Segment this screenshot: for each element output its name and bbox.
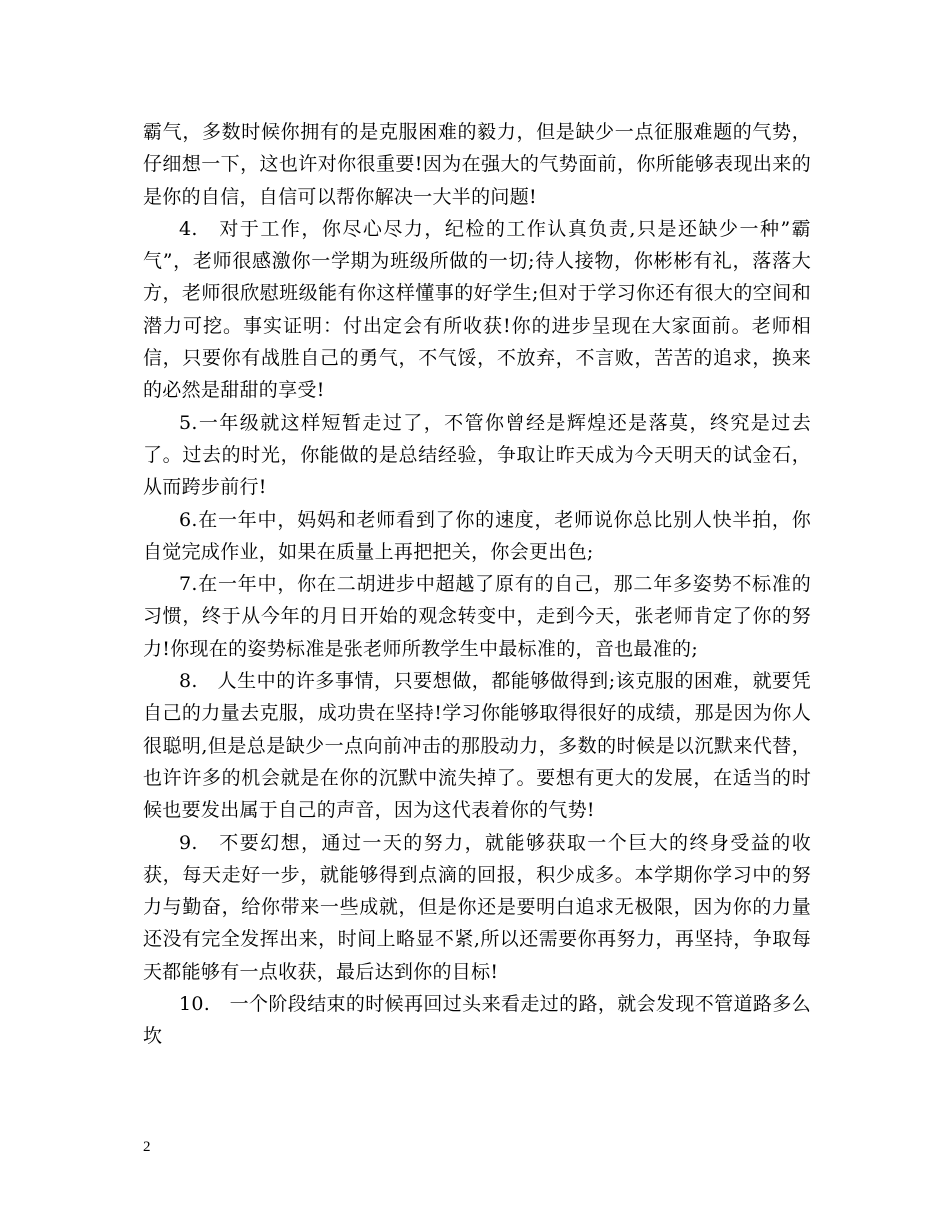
page-number: 2 (143, 1139, 151, 1155)
paragraph-item-8: 8. 人生中的许多事情，只要想做，都能够做得到;该克服的困难，就要凭自己的力量去克服，成功贵在坚持!学习你能够取得很好的成绩，那是因为你人很聪明,但是总是缺少一点向前冲击的那股动力，多数的时候是以沉默来代替，也许许多的机会就是在你的沉默中流失掉了。要想有更大的发展，在适当的时候也要发出属于自己的声音，因为这代表着你的气势! (143, 670, 811, 822)
paragraph-item-10: 10. 一个阶段结束的时候再回过头来看走过的路，就会发现不管道路多么坎 (143, 993, 811, 1048)
paragraph-item-4: 4. 对于工作，你尽心尽力，纪检的工作认真负责,只是还缺少一种”霸气”，老师很感激你一学期为班级所做的一切;待人接物，你彬彬有礼，落落大方，老师很欣慰班级能有你这样懂事的好学生;但对于学习你还有很大的空间和潜力可挖。事实证明：付出定会有所收获!你的进步呈现在大家面前。老师相信，只要你有战胜自己的勇气，不气馁，不放弃，不言败，苦苦的追求，换来的必然是甜甜的享受! (143, 217, 811, 402)
paragraph-item-9: 9. 不要幻想，通过一天的努力，就能够获取一个巨大的终身受益的收获，每天走好一步，就能够得到点滴的回报，积少成多。本学期你学习中的努力与勤奋，给你带来一些成就，但是你还是要明白追求无极限，因为你的力量还没有完全发挥出来，时间上略显不紧,所以还需要你再努力，再坚持，争取每天都能够有一点收获，最后达到你的目标! (143, 831, 811, 983)
paragraph-item-6: 6.在一年中，妈妈和老师看到了你的速度，老师说你总比别人快半拍，你自觉完成作业，如果在质量上再把把关，你会更出色; (143, 508, 811, 563)
document-body (143, 116, 811, 1053)
paragraph-item-7: 7.在一年中，你在二胡进步中超越了原有的自己，那二年多姿势不标准的习惯，终于从今年的月日开始的观念转变中，走到今天，张老师肯定了你的努力!你现在的姿势标准是张老师所教学生中最标准的，音也最准的; (143, 573, 811, 660)
paragraph-continuation: 霸气，多数时候你拥有的是克服困难的毅力，但是缺少一点征服难题的气势，仔细想一下，这也许对你很重要!因为在强大的气势面前，你所能够表现出来的是你的自信，自信可以帮你解决一大半的问题! (143, 121, 811, 208)
paragraph-item-5: 5.一年级就这样短暂走过了，不管你曾经是辉煌还是落莫，终究是过去了。过去的时光，你能做的是总结经验，争取让昨天成为今天明天的试金石，从而跨步前行! (143, 411, 811, 499)
